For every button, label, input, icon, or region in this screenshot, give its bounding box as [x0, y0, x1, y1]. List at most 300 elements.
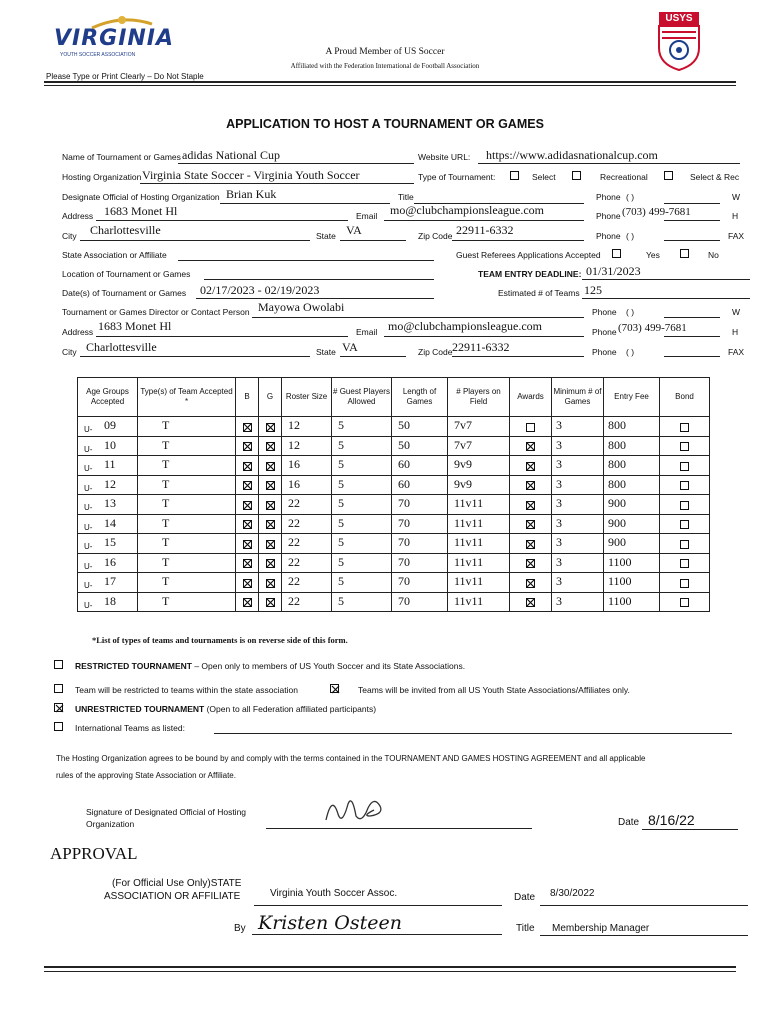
- column-header: # Guest Players Allowed: [332, 378, 392, 417]
- deadline-value[interactable]: 01/31/2023: [586, 264, 641, 278]
- boys-checkbox[interactable]: [243, 481, 252, 490]
- unrestricted-label: [75, 704, 376, 714]
- dir-zip-value[interactable]: 22911-6332: [452, 340, 510, 354]
- fee-cell[interactable]: [604, 436, 660, 456]
- fee-cell[interactable]: [604, 417, 660, 437]
- min-games-value: 3: [556, 457, 562, 471]
- bond-cell: [660, 592, 710, 612]
- roster-cell[interactable]: [282, 514, 332, 534]
- column-header: Type(s) of Team Accepted *: [138, 378, 236, 417]
- invited-label: Teams will be invited from all US Youth State Associations/Affiliates only.: [358, 685, 630, 695]
- guest-cell[interactable]: [332, 592, 392, 612]
- unrestricted-title: UNRESTRICTED TOURNAMENT: [75, 704, 205, 714]
- age-prefix: U-: [84, 561, 93, 571]
- international-checkbox[interactable]: [54, 722, 63, 731]
- players-value: 11v11: [454, 593, 484, 608]
- check-x-icon: [243, 598, 252, 607]
- boys-cell: [236, 456, 259, 476]
- phone-h-label: Phone: [596, 211, 621, 221]
- age-value[interactable]: 16: [104, 554, 116, 569]
- length-value: 50: [398, 437, 410, 452]
- awards-checkbox[interactable]: [526, 501, 535, 510]
- fee-cell[interactable]: [604, 592, 660, 612]
- girls-checkbox[interactable]: [266, 423, 275, 432]
- awards-checkbox[interactable]: [526, 423, 535, 432]
- dir-phone-h-value[interactable]: (703) 499-7681: [618, 322, 687, 334]
- girls-checkbox[interactable]: [266, 559, 275, 568]
- boys-checkbox[interactable]: [243, 423, 252, 432]
- roster-value: 22: [288, 515, 300, 530]
- min-games-cell[interactable]: [552, 573, 604, 593]
- dir-zip-label: Zip Code: [418, 347, 453, 357]
- dir-phone-w-line: [664, 317, 720, 318]
- fee-cell[interactable]: [604, 495, 660, 515]
- boys-cell: [236, 573, 259, 593]
- age-value[interactable]: 09: [104, 418, 116, 432]
- bond-cell: [660, 514, 710, 534]
- type-label: Type of Tournament:: [418, 172, 496, 182]
- roster-cell[interactable]: [282, 573, 332, 593]
- approval-title-line: [540, 935, 748, 936]
- min-games-cell[interactable]: [552, 495, 604, 515]
- assoc-line: [254, 905, 502, 906]
- roster-cell[interactable]: [282, 592, 332, 612]
- fee-cell[interactable]: [604, 456, 660, 476]
- boys-cell: [236, 495, 259, 515]
- players-cell[interactable]: [448, 514, 510, 534]
- girls-cell: [259, 553, 282, 573]
- check-x-icon: [266, 481, 275, 490]
- guest-cell[interactable]: [332, 573, 392, 593]
- fee-value: 900: [608, 515, 626, 530]
- length-cell[interactable]: [392, 456, 448, 476]
- age-value[interactable]: 12: [104, 476, 116, 491]
- players-cell[interactable]: [448, 475, 510, 495]
- bond-checkbox[interactable]: [680, 579, 689, 588]
- min-games-cell[interactable]: [552, 553, 604, 573]
- roster-value: 22: [288, 496, 300, 510]
- boys-checkbox[interactable]: [243, 520, 252, 529]
- dir-fax-label: Phone: [592, 347, 617, 357]
- type-cell[interactable]: [138, 514, 236, 534]
- awards-checkbox[interactable]: [526, 462, 535, 471]
- awards-checkbox[interactable]: [526, 442, 535, 451]
- column-header: Bond: [660, 378, 710, 417]
- boys-checkbox[interactable]: [243, 559, 252, 568]
- select-rec-label: Select & Rec: [690, 172, 740, 182]
- bond-checkbox[interactable]: [680, 442, 689, 451]
- length-cell[interactable]: [392, 514, 448, 534]
- type-cell[interactable]: [138, 417, 236, 437]
- column-header: Minimum # of Games: [552, 378, 604, 417]
- awards-cell: [510, 514, 552, 534]
- dir-phone-w-suffix: W: [732, 307, 741, 317]
- players-cell[interactable]: [448, 592, 510, 612]
- fee-cell[interactable]: [604, 573, 660, 593]
- name-value[interactable]: adidas National Cup: [182, 148, 280, 162]
- state-value[interactable]: VA: [346, 223, 362, 237]
- phone-h-value[interactable]: (703) 499-7681: [622, 206, 691, 218]
- address-label: Address: [62, 211, 94, 221]
- type-cell[interactable]: [138, 573, 236, 593]
- girls-checkbox[interactable]: [266, 501, 275, 510]
- dir-email-value[interactable]: mo@clubchampionsleague.com: [388, 319, 543, 333]
- dir-state-value[interactable]: VA: [342, 340, 358, 354]
- restricted-checkbox[interactable]: [54, 660, 63, 669]
- min-games-cell[interactable]: [552, 456, 604, 476]
- girls-checkbox[interactable]: [266, 520, 275, 529]
- bond-checkbox[interactable]: [680, 540, 689, 549]
- check-x-icon: [243, 559, 252, 568]
- awards-checkbox[interactable]: [526, 540, 535, 549]
- phone-fax-paren: ( ): [626, 231, 635, 241]
- bond-checkbox[interactable]: [680, 559, 689, 568]
- bond-cell: [660, 475, 710, 495]
- within-state-checkbox[interactable]: [54, 684, 63, 693]
- check-x-icon: [55, 704, 64, 713]
- boys-cell: [236, 534, 259, 554]
- roster-cell[interactable]: [282, 436, 332, 456]
- boys-checkbox[interactable]: [243, 579, 252, 588]
- girls-checkbox[interactable]: [266, 442, 275, 451]
- director-value[interactable]: Mayowa Owolabi: [258, 300, 345, 314]
- deadline-label: TEAM ENTRY DEADLINE:: [478, 269, 582, 279]
- type-cell[interactable]: [138, 475, 236, 495]
- guest-refs-no-checkbox[interactable]: [680, 249, 689, 258]
- min-games-cell[interactable]: [552, 475, 604, 495]
- min-games-cell[interactable]: [552, 436, 604, 456]
- official-use-2: ASSOCIATION OR AFFILIATE: [104, 891, 241, 902]
- min-games-value: 3: [556, 574, 562, 588]
- recreational-label: Recreational: [600, 172, 648, 182]
- age-value[interactable]: 11: [104, 457, 116, 471]
- type-cell[interactable]: [138, 553, 236, 573]
- age-value[interactable]: 18: [104, 593, 116, 608]
- state-assoc-label: State Association or Affiliate: [62, 250, 167, 260]
- dir-address-value[interactable]: 1683 Monet Hl: [98, 319, 172, 333]
- check-x-icon: [243, 520, 252, 529]
- fee-value: 800: [608, 457, 626, 471]
- type-value: T: [162, 574, 170, 588]
- girls-cell: [259, 456, 282, 476]
- age-prefix: U-: [84, 581, 93, 590]
- director-label: Tournament or Games Director or Contact Person: [62, 307, 250, 317]
- footer-rule-2: [44, 971, 736, 972]
- players-value: 11v11: [454, 554, 484, 569]
- type-value: T: [162, 476, 170, 491]
- hosting-org-label: Hosting Organization: [62, 172, 142, 182]
- assoc-value[interactable]: Virginia Youth Soccer Assoc.: [270, 888, 398, 899]
- age-prefix: U-: [84, 522, 93, 532]
- type-value: T: [162, 593, 170, 608]
- girls-cell: [259, 495, 282, 515]
- length-value: 70: [398, 515, 410, 530]
- players-cell[interactable]: [448, 573, 510, 593]
- check-x-icon: [526, 462, 535, 471]
- table-row: [78, 456, 710, 476]
- dates-line: [196, 298, 434, 299]
- check-x-icon: [526, 442, 535, 451]
- official-value[interactable]: Brian Kuk: [226, 187, 277, 201]
- length-value: 60: [398, 476, 410, 491]
- dir-fax-line: [664, 356, 720, 357]
- guest-cell[interactable]: [332, 495, 392, 515]
- fee-value: 900: [608, 496, 626, 510]
- boys-cell: [236, 553, 259, 573]
- girls-cell: [259, 417, 282, 437]
- signature-date-line: [642, 829, 738, 830]
- est-teams-value[interactable]: 125: [584, 283, 602, 297]
- affiliated-text: Affiliated with the Federation International de Football Association: [290, 62, 480, 70]
- awards-checkbox[interactable]: [526, 481, 535, 490]
- invited-checkbox[interactable]: [330, 684, 339, 693]
- girls-checkbox[interactable]: [266, 579, 275, 588]
- boys-checkbox[interactable]: [243, 598, 252, 607]
- zip-value[interactable]: 22911-6332: [456, 223, 514, 237]
- age-value[interactable]: 14: [104, 515, 116, 530]
- awards-checkbox[interactable]: [526, 579, 535, 588]
- age-cell: [78, 495, 138, 515]
- age-cell: [78, 417, 138, 437]
- age-value[interactable]: 10: [104, 437, 116, 452]
- type-value: T: [162, 437, 170, 452]
- fee-cell[interactable]: [604, 475, 660, 495]
- age-prefix: U-: [84, 503, 93, 512]
- min-games-cell[interactable]: [552, 592, 604, 612]
- girls-cell: [259, 514, 282, 534]
- players-cell[interactable]: [448, 534, 510, 554]
- girls-checkbox[interactable]: [266, 481, 275, 490]
- guest-refs-no-label: No: [708, 250, 719, 260]
- guest-cell[interactable]: [332, 553, 392, 573]
- guest-value: 5: [338, 476, 344, 491]
- agreement-line-2: rules of the approving State Association or Affiliate.: [56, 771, 236, 780]
- select-checkbox[interactable]: [510, 171, 519, 180]
- email-value[interactable]: mo@clubchampionsleague.com: [390, 203, 545, 217]
- dir-email-line: [384, 336, 584, 337]
- awards-cell: [510, 553, 552, 573]
- length-value: 70: [398, 496, 410, 510]
- phone-h-suffix: H: [732, 211, 739, 221]
- approval-heading: APPROVAL: [50, 844, 138, 863]
- length-cell[interactable]: [392, 553, 448, 573]
- website-value[interactable]: https://www.adidasnationalcup.com: [486, 148, 658, 162]
- bond-cell: [660, 534, 710, 554]
- players-value: 11v11: [454, 496, 484, 510]
- check-x-icon: [243, 540, 252, 549]
- dates-value[interactable]: 02/17/2023 - 02/19/2023: [200, 283, 320, 297]
- length-cell[interactable]: [392, 436, 448, 456]
- guest-value: 5: [338, 418, 344, 432]
- roster-value: 12: [288, 418, 300, 432]
- phone-w-paren: ( ): [626, 192, 635, 202]
- min-games-cell[interactable]: [552, 514, 604, 534]
- players-value: 11v11: [454, 574, 484, 588]
- girls-checkbox[interactable]: [266, 462, 275, 471]
- fee-cell[interactable]: [604, 534, 660, 554]
- check-x-icon: [526, 579, 535, 588]
- type-cell[interactable]: [138, 495, 236, 515]
- fee-cell[interactable]: [604, 553, 660, 573]
- boys-checkbox[interactable]: [243, 442, 252, 451]
- guest-cell[interactable]: [332, 456, 392, 476]
- approval-title-label: Title: [516, 923, 535, 934]
- phone-fax-line: [664, 240, 720, 241]
- designate-line: [220, 203, 390, 204]
- dir-city-label: City: [62, 347, 77, 357]
- type-value: T: [162, 418, 170, 432]
- city-value[interactable]: Charlottesville: [90, 223, 161, 237]
- footnote: *List of types of teams and tournaments is on reverse side of this form.: [92, 635, 348, 645]
- approval-date-value[interactable]: 8/30/2022: [550, 888, 595, 899]
- players-cell[interactable]: [448, 495, 510, 515]
- type-cell[interactable]: [138, 534, 236, 554]
- length-cell[interactable]: [392, 495, 448, 515]
- fee-value: 1100: [608, 554, 632, 569]
- players-cell[interactable]: [448, 436, 510, 456]
- select-rec-checkbox[interactable]: [664, 171, 673, 180]
- within-state-label: Team will be restricted to teams within the state association: [75, 685, 298, 695]
- age-groups-table: [77, 377, 710, 612]
- guest-cell[interactable]: [332, 514, 392, 534]
- bond-checkbox[interactable]: [680, 462, 689, 471]
- footer-rule: [44, 966, 736, 968]
- min-games-value: 3: [556, 554, 562, 569]
- type-cell[interactable]: [138, 592, 236, 612]
- players-cell[interactable]: [448, 417, 510, 437]
- type-cell[interactable]: [138, 436, 236, 456]
- unrestricted-checkbox[interactable]: [54, 703, 63, 712]
- length-cell[interactable]: [392, 417, 448, 437]
- official-use-1: (For Official Use Only)STATE: [112, 878, 242, 889]
- recreational-checkbox[interactable]: [572, 171, 581, 180]
- guest-cell[interactable]: [332, 417, 392, 437]
- age-value[interactable]: 13: [104, 496, 116, 510]
- table-row: [78, 534, 710, 554]
- guest-refs-yes-label: Yes: [646, 250, 660, 260]
- state-assoc-line: [178, 260, 434, 261]
- dir-state-label: State: [316, 347, 336, 357]
- roster-value: 22: [288, 554, 300, 569]
- length-cell[interactable]: [392, 475, 448, 495]
- players-cell[interactable]: [448, 456, 510, 476]
- boys-checkbox[interactable]: [243, 462, 252, 471]
- type-value: T: [162, 554, 170, 569]
- age-value[interactable]: 17: [104, 574, 116, 588]
- dir-phone-w-paren: ( ): [626, 307, 635, 317]
- dir-city-value[interactable]: Charlottesville: [86, 340, 157, 354]
- dir-phone-h-line: [664, 336, 720, 337]
- roster-value: 16: [288, 476, 300, 491]
- check-x-icon: [266, 559, 275, 568]
- check-x-icon: [526, 501, 535, 510]
- boys-checkbox[interactable]: [243, 501, 252, 510]
- director-line: [252, 317, 584, 318]
- international-line: [214, 733, 732, 734]
- roster-cell[interactable]: [282, 417, 332, 437]
- awards-checkbox[interactable]: [526, 598, 535, 607]
- roster-value: 16: [288, 457, 300, 471]
- boys-cell: [236, 514, 259, 534]
- restricted-title: RESTRICTED TOURNAMENT: [75, 661, 192, 671]
- players-cell[interactable]: [448, 553, 510, 573]
- dir-zip-line: [452, 356, 584, 357]
- address-line: [96, 220, 348, 221]
- guest-cell[interactable]: [332, 534, 392, 554]
- dir-address-line: [96, 336, 348, 337]
- roster-cell[interactable]: [282, 495, 332, 515]
- dir-address-label: Address: [62, 327, 94, 337]
- min-games-cell[interactable]: [552, 534, 604, 554]
- guest-value: 5: [338, 593, 344, 608]
- type-value: T: [162, 496, 170, 510]
- length-cell[interactable]: [392, 592, 448, 612]
- boys-checkbox[interactable]: [243, 540, 252, 549]
- awards-checkbox[interactable]: [526, 559, 535, 568]
- min-games-cell[interactable]: [552, 417, 604, 437]
- bond-cell: [660, 553, 710, 573]
- signature-date-value[interactable]: 8/16/22: [648, 812, 695, 828]
- fee-value: 800: [608, 418, 626, 432]
- roster-value: 22: [288, 574, 300, 588]
- guest-refs-yes-checkbox[interactable]: [612, 249, 621, 258]
- bond-checkbox[interactable]: [680, 501, 689, 510]
- guest-cell[interactable]: [332, 436, 392, 456]
- dir-phone-h-label: Phone: [592, 327, 617, 337]
- approval-title-value[interactable]: Membership Manager: [552, 923, 650, 934]
- column-header: B: [236, 378, 259, 417]
- table-body: [78, 417, 710, 612]
- bond-checkbox[interactable]: [680, 423, 689, 432]
- address-value[interactable]: 1683 Monet Hl: [104, 204, 178, 218]
- guest-cell[interactable]: [332, 475, 392, 495]
- awards-cell: [510, 417, 552, 437]
- table-row: [78, 436, 710, 456]
- fee-value: 800: [608, 437, 626, 452]
- age-prefix: U-: [84, 483, 93, 493]
- awards-checkbox[interactable]: [526, 520, 535, 529]
- roster-value: 22: [288, 593, 300, 608]
- bond-checkbox[interactable]: [680, 520, 689, 529]
- bond-checkbox[interactable]: [680, 598, 689, 607]
- usys-logo: [656, 10, 702, 72]
- hosting-org-value[interactable]: Virginia State Soccer - Virginia Youth Soccer: [142, 168, 360, 182]
- est-teams-label: Estimated # of Teams: [498, 288, 580, 298]
- fee-value: 800: [608, 476, 626, 491]
- roster-cell[interactable]: [282, 553, 332, 573]
- girls-cell: [259, 475, 282, 495]
- girls-checkbox[interactable]: [266, 598, 275, 607]
- age-value[interactable]: 15: [104, 535, 116, 549]
- roster-cell[interactable]: [282, 475, 332, 495]
- by-signature[interactable]: Kristen Osteen: [258, 912, 402, 934]
- type-cell[interactable]: [138, 456, 236, 476]
- guest-value: 5: [338, 457, 344, 471]
- length-cell[interactable]: [392, 534, 448, 554]
- fee-value: 1100: [608, 574, 632, 588]
- length-cell[interactable]: [392, 573, 448, 593]
- roster-cell[interactable]: [282, 534, 332, 554]
- players-value: 7v7: [454, 418, 472, 432]
- bond-checkbox[interactable]: [680, 481, 689, 490]
- length-value: 70: [398, 554, 410, 569]
- email-label: Email: [356, 211, 378, 221]
- website-line: [478, 163, 740, 164]
- length-value: 70: [398, 593, 410, 608]
- girls-checkbox[interactable]: [266, 540, 275, 549]
- fee-cell[interactable]: [604, 514, 660, 534]
- roster-cell[interactable]: [282, 456, 332, 476]
